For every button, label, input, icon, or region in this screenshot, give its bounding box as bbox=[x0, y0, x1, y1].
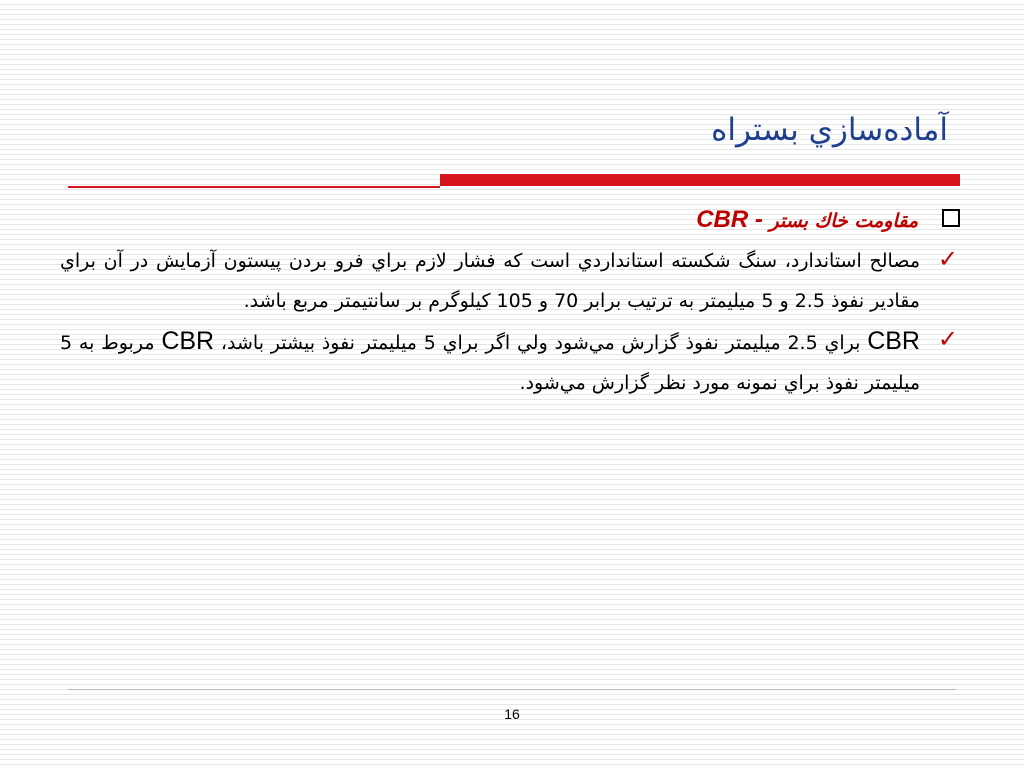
heading-text-fa: مقاومت خاك بستر bbox=[769, 210, 918, 232]
bullet-term-cbr: CBR bbox=[867, 327, 920, 355]
heading-bullet bbox=[60, 200, 960, 241]
heading-text-en: CBR bbox=[696, 206, 749, 233]
heading-separator: - bbox=[748, 206, 770, 233]
page-number: 16 bbox=[504, 706, 520, 722]
bullet-text-part-1: براي 2.5 ميليمتر نفوذ گزارش مي‌شود ولي اگر براي 5 ميليمتر نفوذ بيشتر باشد، bbox=[214, 332, 868, 354]
bullet-term-cbr: CBR bbox=[161, 327, 215, 355]
slide-title: آماده‌سازي بستراه bbox=[711, 112, 948, 148]
hollow-square-icon bbox=[942, 209, 960, 227]
checkmark-icon: ✓ bbox=[937, 325, 958, 353]
title-underline-thin bbox=[68, 186, 440, 188]
bullet-text-part-2: مربوط به 5 ميليمتر نفوذ براي نمونه مورد نظر گزارش مي‌شود. bbox=[60, 332, 920, 394]
checkmark-icon: ✓ bbox=[937, 245, 958, 273]
title-underline-thick bbox=[440, 174, 960, 186]
footer-divider bbox=[68, 689, 956, 690]
bullet-item-1 bbox=[60, 241, 960, 321]
bullet-text: مصالح استاندارد، سنگ شكسته استانداردي است كه فشار لازم براي فرو بردن پيستون آزمايش در آن براي مقادير نفوذ 2.5 و 5 ميليمتر به ترتيب برابر 70 و 105 كيلوگرم بر سانتيمتر مربع باشد. bbox=[60, 250, 920, 312]
slide-content bbox=[60, 200, 960, 403]
bullet-item-2 bbox=[60, 321, 960, 403]
